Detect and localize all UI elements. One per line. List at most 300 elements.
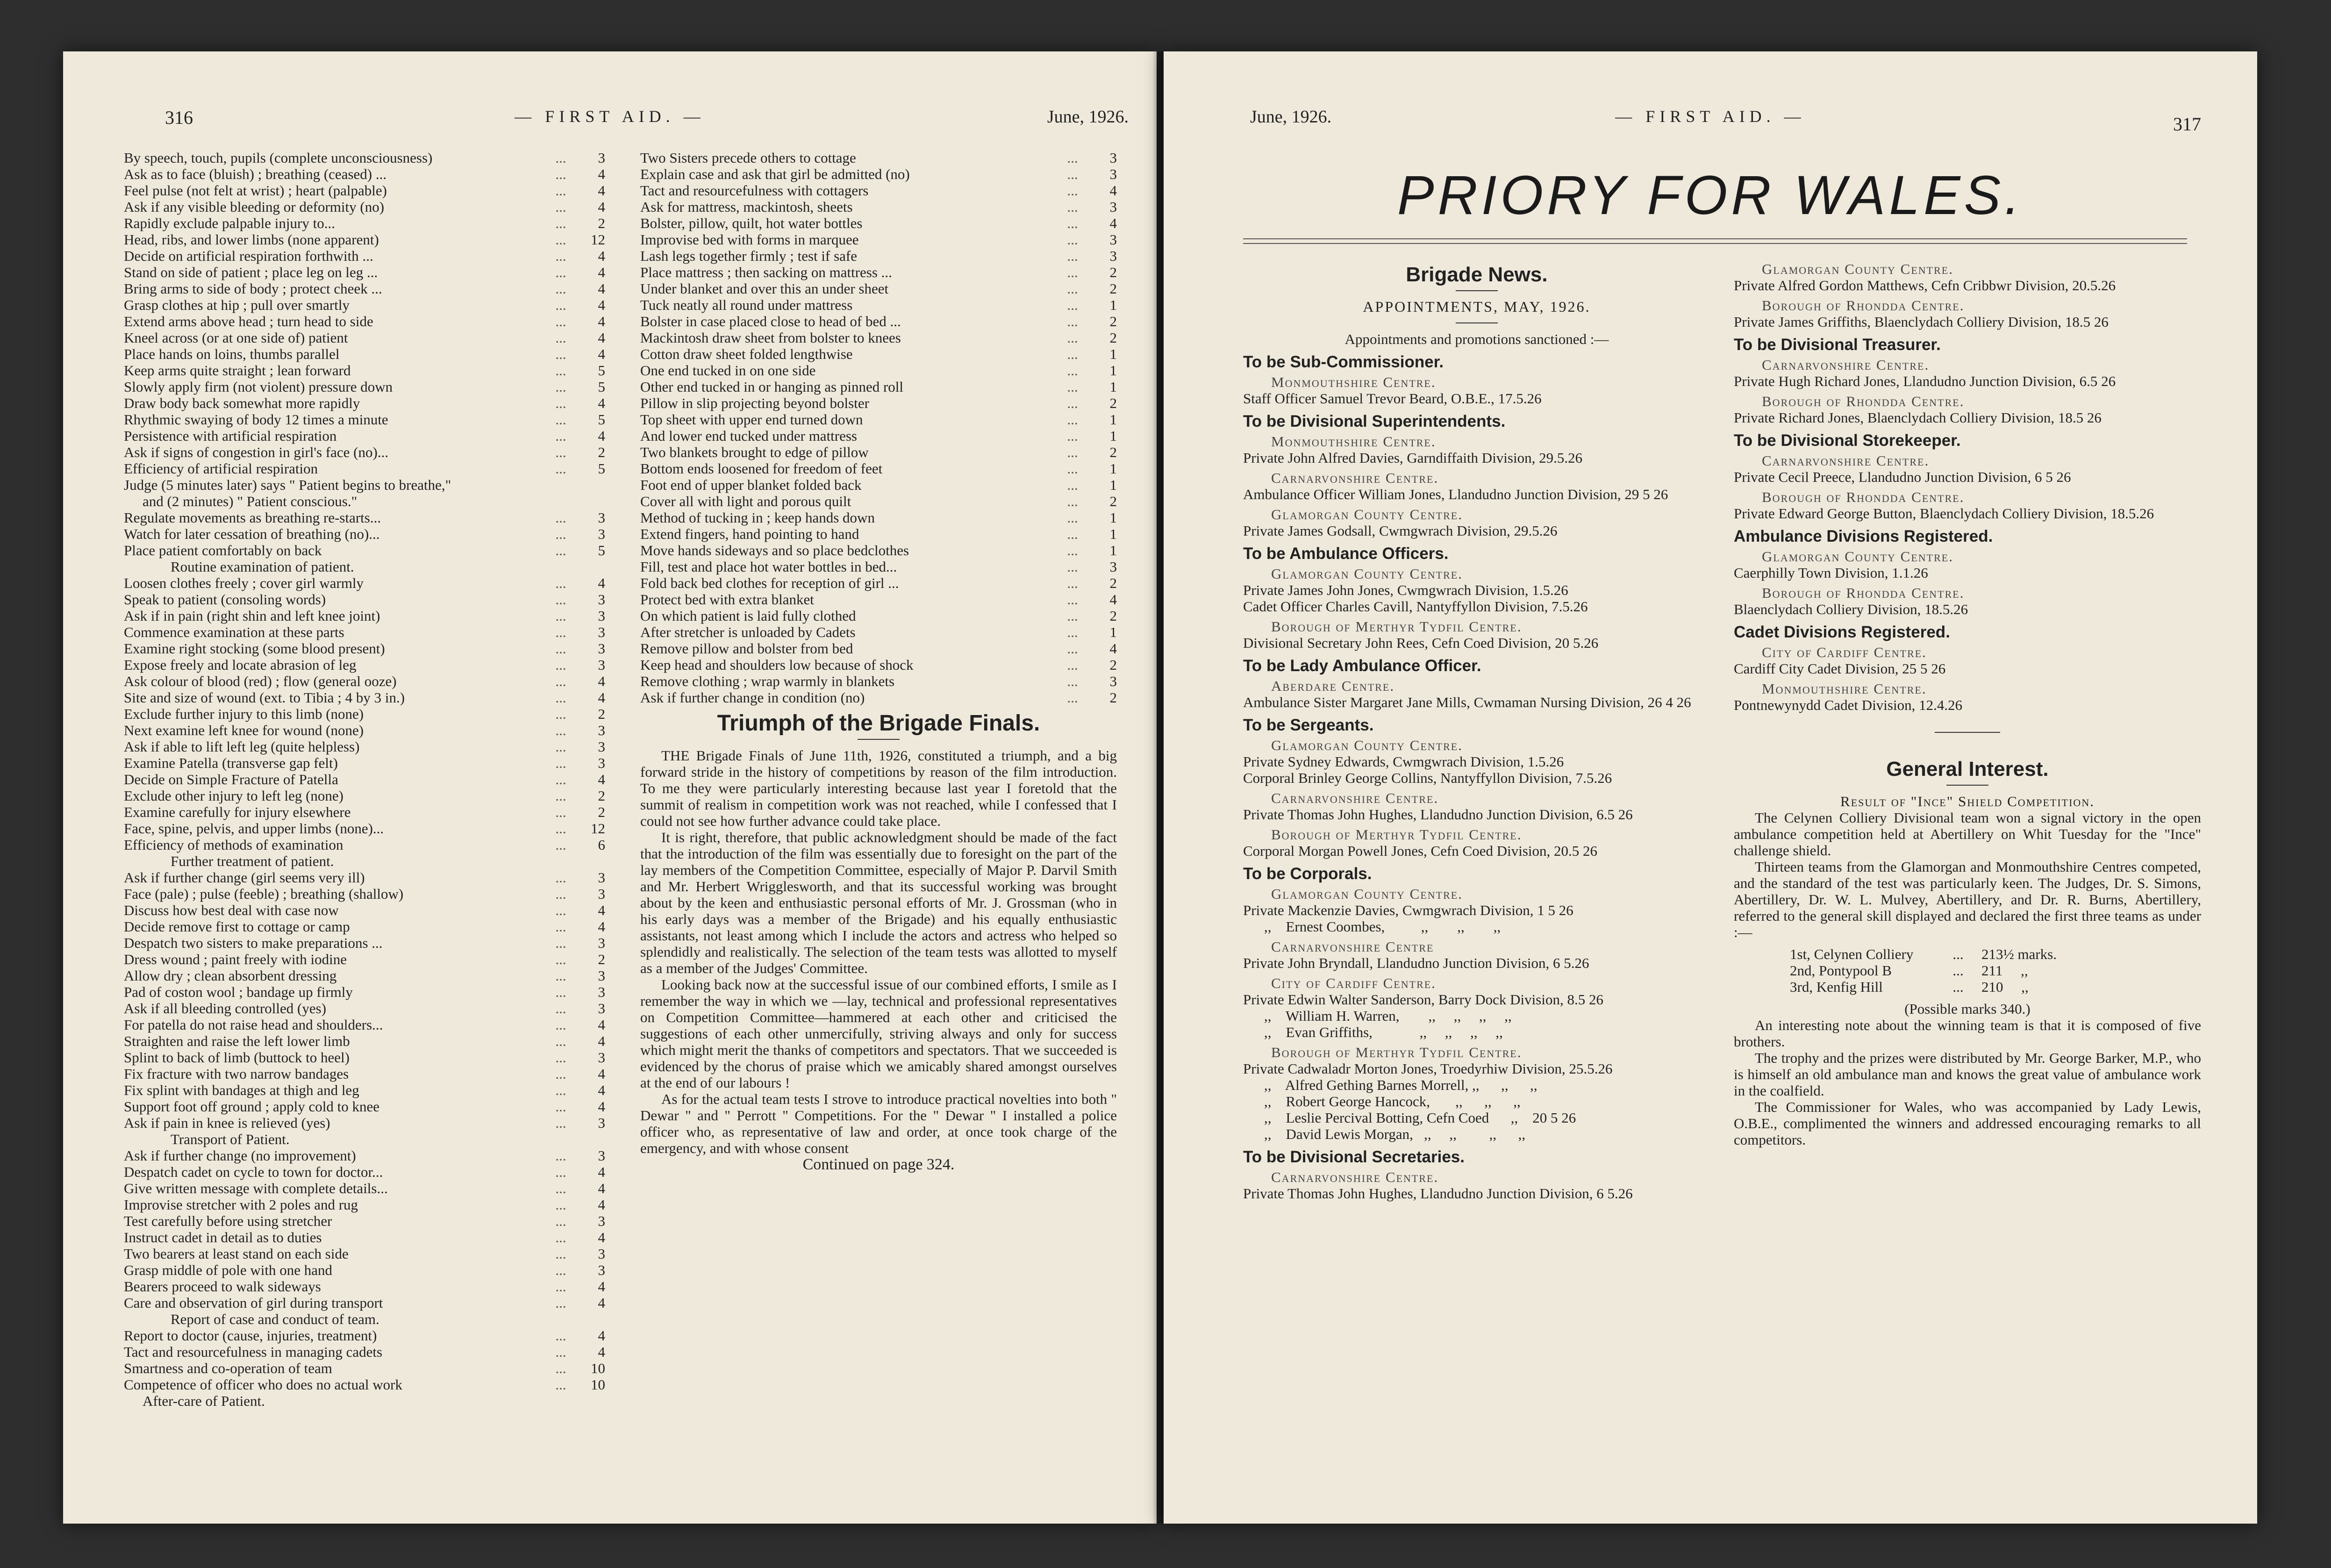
sheet-row [640,329,1117,346]
sheet-item-text: Tuck neatly all round under mattress [640,297,853,313]
article-paragraph: Looking back now at the successful issue of our combined efforts, I smile as I remember the way in which we —lay, technical and professional representatives on Competition Committee—hammered at each other and criticised the suggestions of each other unmercifully, striving always and only for success which might merit the thanks of competitors and spectators. That we succeeded is evidenced by the chorus of praise which we amicably shared amongst ourselves at the end of our labours ! [640,976,1117,1091]
sheet-row [640,624,1117,640]
leader-dots: ... [1067,640,1078,657]
sheet-subheading: Report of case and conduct of team. [171,1311,379,1327]
sheet-row [124,755,605,771]
appointment-entry: Ambulance Officer William Jones, Llandudno Junction Division, 29 5 26 [1243,486,1668,502]
sheet-item-text: Move hands sideways and so place bedclothes [640,542,909,558]
sheet-item-marks: 5 [598,362,605,379]
sheet-row [124,280,605,297]
sheet-item-marks: 1 [1109,460,1117,477]
sheet-item-marks: 1 [1109,297,1117,313]
sheet-row [124,1098,605,1115]
appointment-entry: Caerphilly Town Division, 1.1.26 [1734,565,1928,581]
sheet-item-marks: 1 [1109,624,1117,640]
leader-dots: ... [555,755,566,771]
sheet-item-text: Cotton draw sheet folded lengthwise [640,346,853,362]
sheet-item-text: Site and size of wound (ext. to Tibia ; 4 by 3 in.) [124,689,405,706]
leader-dots: ... [555,379,566,395]
appointment-entry: ,, David Lewis Morgan, ,, ,, ,, ,, [1264,1126,1526,1142]
marking-sheet-column-1 [124,150,605,1409]
sheet-item-text: Bolster, pillow, quilt, hot water bottles [640,215,863,231]
sheet-item-text: Despatch cadet on cycle to town for doctor... [124,1164,383,1180]
title-underline [1243,238,2187,239]
sheet-item-marks: 1 [1109,411,1117,428]
gi-paragraph: The Celynen Colliery Divisional team won a signal victory in the open ambulance competition held at Abertillery on Whit Tuesday for the "Ince" challenge shield. [1734,809,2201,859]
sheet-row [124,362,605,379]
appointments-heading: APPOINTMENTS, MAY, 1926. [1363,298,1591,315]
sheet-item-marks: 1 [1109,509,1117,526]
sheet-item-marks: 4 [598,264,605,280]
leader-dots: ... [555,1115,566,1131]
leader-dots: ... [555,1066,566,1082]
article-title: Triumph of the Brigade Finals. [717,711,1040,736]
sheet-row [124,902,605,918]
sheet-item-marks: 4 [598,1066,605,1082]
leader-dots: ... [1067,575,1078,591]
sheet-row [124,673,605,689]
sheet-item-text: Two Sisters precede others to cottage [640,150,856,166]
sheet-item-marks: 3 [598,150,605,166]
appointment-entry: ,, Alfred Gething Barnes Morrell, ,, ,, ,, [1264,1077,1537,1093]
sheet-row [640,575,1117,591]
marking-sheet-column-2 [640,150,1117,706]
sheet-item-marks: 3 [598,624,605,640]
sheet-item-text: Top sheet with upper end turned down [640,411,863,428]
appointment-entry: Corporal Brinley George Collins, Nantyffyllon Division, 7.5.26 [1243,770,1612,786]
sheet-item-text: Tact and resourcefulness in managing cadets [124,1344,383,1360]
sheet-line: After-care of Patient. [143,1393,265,1409]
sheet-row [124,509,605,526]
sheet-item-text: Despatch two sisters to make preparations ... [124,935,383,951]
leader-dots: ... [555,231,566,248]
article-paragraph: THE Brigade Finals of June 11th, 1926, constituted a triumph, and a big forward stride in the history of competitions by reason of the film introduction. To me they were particularly interesting because last year I foretold that the summit of realism in competition work was not reached, while I confessed that I could not see how further advance could take place. [640,747,1117,829]
appointments-list [1243,354,1710,1202]
sheet-row [124,951,605,967]
sheet-item-text: Grasp clothes at hip ; pull over smartly [124,297,350,313]
sheet-row [640,444,1117,460]
sheet-row [124,1327,605,1344]
sheet-row [124,542,605,558]
leader-dots: ... [555,1147,566,1164]
leader-dots: ... [555,1213,566,1229]
centre-name: Aberdare Centre. [1271,678,1395,694]
centre-name: Carnarvonshire Centre. [1271,1169,1439,1185]
right-running-title: — FIRST AID. — [1615,107,1806,126]
sheet-item-text: Ask if any visible bleeding or deformity (no) [124,199,385,215]
sheet-item-text: One end tucked in on one side [640,362,816,379]
sheet-row [124,1246,605,1262]
sheet-row [124,1115,605,1131]
sheet-row [124,837,605,853]
leader-dots: ... [555,886,566,902]
sheet-row [640,280,1117,297]
leader-dots: ... [555,951,566,967]
sheet-item-text: Remove pillow and bolster from bed [640,640,853,657]
ince-result-heading: Result of "Ince" Shield Competition. [1840,793,2095,809]
sheet-item-text: Bring arms to side of body ; protect cheek ... [124,280,382,297]
sheet-item-marks: 3 [598,755,605,771]
sheet-item-text: Grasp middle of pole with one hand [124,1262,332,1278]
leader-dots: ... [1067,509,1078,526]
sheet-item-text: Ask if all bleeding controlled (yes) [124,1000,327,1017]
sheet-subheading: Routine examination of patient. [171,558,354,575]
sheet-item-text: Efficiency of methods of examination [124,837,343,853]
leader-dots: ... [1067,428,1078,444]
right-page-date: June, 1926. [1250,107,1332,127]
leader-dots: ... [555,444,566,460]
sheet-item-text: Smartness and co-operation of team [124,1360,332,1376]
sheet-item-marks: 3 [598,1115,605,1131]
sheet-item-marks: 10 [591,1376,605,1393]
left-page-number: 316 [165,107,193,128]
sheet-item-text: Draw body back somewhat more rapidly [124,395,360,411]
results-table [1734,946,2201,995]
gi-paragraph: An interesting note about the winning team is that it is composed of five brothers. [1734,1017,2201,1050]
sheet-item-text: Slowly apply firm (not violent) pressure down [124,379,393,395]
leader-dots: ... [1067,395,1078,411]
sheet-item-text: Watch for later cessation of breathing (no)... [124,526,380,542]
article-paragraph: As for the actual team tests I strove to introduce practical novelties into both " Dewar " and " Perrott " Competitions. For the " Dewar " I installed a police officer who, as representative of law and order, at once took charge of the emergency, and with whose consent [640,1091,1117,1156]
leader-dots: ... [555,509,566,526]
sheet-row [124,264,605,280]
sheet-item-marks: 4 [598,428,605,444]
leader-dots: ... [1067,231,1078,248]
sheet-item-text: Face, spine, pelvis, and upper limbs (none)... [124,820,384,837]
leader-dots: ... [555,804,566,820]
sheet-item-text: For patella do not raise head and shoulders... [124,1017,383,1033]
sheet-row [640,346,1117,362]
sheet-item-marks: 5 [598,411,605,428]
sheet-item-marks: 4 [598,673,605,689]
sheet-item-marks: 2 [598,215,605,231]
sheet-item-text: Ask if further change (no improvement) [124,1147,356,1164]
sheet-item-marks: 3 [598,1262,605,1278]
sheet-item-text: Bearers proceed to walk sideways [124,1278,321,1295]
sheet-row [640,640,1117,657]
sheet-row [124,1033,605,1049]
team-name: 2nd, Pontypool B [1790,962,1892,979]
leader-dots: ... [1067,182,1078,199]
team-score: 210 ,, [1981,979,2029,995]
sheet-item-text: Fold back bed clothes for reception of girl ... [640,575,899,591]
leader-dots: ... [555,608,566,624]
sheet-row [640,150,1117,166]
sheet-item-marks: 2 [1109,608,1117,624]
sheet-item-text: Kneel across (or at one side of) patient [124,329,348,346]
sheet-item-marks: 1 [1109,542,1117,558]
sheet-item-marks: 1 [1109,477,1117,493]
appointment-section: To be Ambulance Officers. [1243,544,1449,563]
appointment-entry: Divisional Secretary John Rees, Cefn Coed Division, 20 5.26 [1243,635,1599,651]
sheet-item-text: Extend fingers, hand pointing to hand [640,526,859,542]
leader-dots: ... [555,1098,566,1115]
sheet-item-text: Decide on Simple Fracture of Patella [124,771,338,788]
sheet-item-text: Ask as to face (bluish) ; breathing (ceased) ... [124,166,387,182]
result-row [1790,946,2201,962]
sheet-row [124,1000,605,1017]
sheet-row [640,313,1117,329]
sheet-row [124,1049,605,1066]
sheet-item-text: Ask if pain in knee is relieved (yes) [124,1115,330,1131]
sheet-item-text: Give written message with complete details... [124,1180,388,1196]
sheet-row [124,820,605,837]
leader-dots: ... [555,199,566,215]
sheet-row [124,526,605,542]
sheet-item-text: Keep arms quite straight ; lean forward [124,362,351,379]
sheet-item-marks: 3 [598,608,605,624]
sheet-item-marks: 3 [598,738,605,755]
gi-paragraph: The trophy and the prizes were distributed by Mr. George Barker, M.P., who is himself an old ambulance man and knows the great value of ambulance work in the coalfield. [1734,1050,2201,1099]
section-divider [1935,732,2000,733]
leader-dots: ... [555,673,566,689]
leader-dots: ... [1067,329,1078,346]
left-page-date: June, 1926. [1047,107,1129,127]
sheet-item-text: Decide remove first to cottage or camp [124,918,350,935]
sheet-row [640,558,1117,575]
sheet-item-marks: 4 [598,902,605,918]
sheet-item-marks: 4 [598,918,605,935]
sheet-item-text: Improvise bed with forms in marquee [640,231,859,248]
sheet-row [124,984,605,1000]
appointment-section: Cadet Divisions Registered. [1734,623,1950,641]
leader-dots: ... [1067,150,1078,166]
sheet-item-text: Place mattress ; then sacking on mattress ... [640,264,892,280]
sheet-item-marks: 3 [1109,199,1117,215]
sheet-item-text: Regulate movements as breathing re-starts... [124,509,381,526]
centre-name: Borough of Rhondda Centre. [1762,297,1965,314]
sheet-item-text: Explain case and ask that girl be admitted (no) [640,166,910,182]
sheet-row [124,689,605,706]
leader-dots: ... [555,1229,566,1246]
leader-dots: ... [555,362,566,379]
sheet-item-text: Extend arms above head ; turn head to side [124,313,373,329]
sheet-item-text: Pad of coston wool ; bandage up firmly [124,984,353,1000]
centre-name: Monmouthshire Centre. [1271,433,1436,450]
sheet-item-text: Discuss how best deal with case now [124,902,339,918]
centre-name: Borough of Rhondda Centre. [1762,393,1965,409]
sheet-row [124,1344,605,1360]
sheet-item-marks: 2 [1109,264,1117,280]
possible-marks: (Possible marks 340.) [1904,1001,2031,1017]
appointment-section: To be Divisional Secretaries. [1243,1148,1465,1166]
leader-dots: ... [555,902,566,918]
centre-name: City of Cardiff Centre. [1762,644,1927,660]
leader-dots: ... [555,1082,566,1098]
leader-dots: ... [1952,979,1964,995]
leader-dots: ... [555,526,566,542]
left-page [63,51,1157,1524]
sheet-row [124,1360,605,1376]
sheet-item-marks: 2 [598,788,605,804]
sheet-item-marks: 3 [598,869,605,886]
sheet-item-text: Competence of officer who does no actual work [124,1376,402,1393]
result-row [1790,979,2201,995]
appointments-list-2 [1734,261,2201,713]
sheet-item-text: Speak to patient (consoling words) [124,591,326,608]
leader-dots: ... [1067,689,1078,706]
sheet-item-text: Place hands on loins, thumbs parallel [124,346,340,362]
sheet-row [640,509,1117,526]
appointment-entry: Private Hugh Richard Jones, Llandudno Junction Division, 6.5 26 [1734,373,2116,389]
sheet-row [124,640,605,657]
leader-dots: ... [1067,362,1078,379]
appointment-entry: Private James John Jones, Cwmgwrach Division, 1.5.26 [1243,582,1568,598]
sheet-subheading: Transport of Patient. [171,1131,290,1147]
sheet-row [124,199,605,215]
leader-dots: ... [555,542,566,558]
sheet-item-marks: 3 [598,935,605,951]
sheet-item-marks: 3 [1109,558,1117,575]
leader-dots: ... [1067,624,1078,640]
appointment-entry: Private Thomas John Hughes, Llandudno Junction Division, 6.5 26 [1243,806,1633,823]
sheet-item-text: Fix fracture with two narrow bandages [124,1066,349,1082]
sheet-row [124,886,605,902]
leader-dots: ... [555,411,566,428]
sheet-item-text: Persistence with artificial respiration [124,428,337,444]
sheet-row [124,444,605,460]
appointment-entry: Blaenclydach Colliery Division, 18.5.26 [1734,601,1968,617]
sheet-item-marks: 4 [598,346,605,362]
sheet-item-text: Commence examination at these parts [124,624,344,640]
right-page-number: 317 [2173,114,2201,135]
sheet-row [640,411,1117,428]
sheet-row [124,788,605,804]
appointment-entry: Private James Godsall, Cwmgwrach Division, 29.5.26 [1243,523,1558,539]
sheet-item-text: Rapidly exclude palpable injury to... [124,215,335,231]
sheet-row [124,1229,605,1246]
sheet-row [640,657,1117,673]
sheet-item-text: Fix splint with bandages at thigh and leg [124,1082,359,1098]
sheet-item-marks: 4 [598,1082,605,1098]
sheet-item-marks: 3 [598,657,605,673]
sheet-item-text: Cover all with light and porous quilt [640,493,851,509]
centre-name: Carnarvonshire Centre. [1271,790,1439,806]
appointments-intro: Appointments and promotions sanctioned :— [1344,331,1609,347]
leader-dots: ... [1067,215,1078,231]
article-paragraph: It is right, therefore, that public acknowledgment should be made of the fact that the introduction of the film was essentially due to foresight on the part of the lay members of the Competition Committee, especially of Major P. Darvil Smith and Mr. Herbert Wrigglesworth, and that its successful working was brought about by the keen and enthusiastic personal efforts of Mr. J. Grossman (who in his early days was a member of the Brigade) and his equally enthusiastic assistants, not least among which I include the actors and actress who helped so splendidly and realistically. The selection of the team tests was allotted to myself as a member of the Judges' Committee. [640,829,1117,976]
leader-dots: ... [1067,199,1078,215]
leader-dots: ... [1952,962,1964,979]
sheet-item-marks: 3 [1109,248,1117,264]
sheet-row [124,869,605,886]
sheet-item-marks: 2 [598,444,605,460]
leader-dots: ... [555,280,566,297]
centre-name: Borough of Merthyr Tydfil Centre. [1271,1044,1522,1060]
centre-name: Carnarvonshire Centre. [1271,470,1439,486]
leader-dots: ... [1067,411,1078,428]
sheet-item-marks: 2 [1109,280,1117,297]
appointment-entry: Corporal Morgan Powell Jones, Cefn Coed Division, 20.5 26 [1243,843,1598,859]
centre-name: Monmouthshire Centre. [1271,374,1436,390]
centre-name: Borough of Rhondda Centre. [1762,489,1965,505]
sheet-row [640,591,1117,608]
sheet-item-marks: 6 [598,837,605,853]
sheet-item-marks: 2 [1109,493,1117,509]
sheet-row [124,738,605,755]
sheet-item-text: Instruct cadet in detail as to duties [124,1229,322,1246]
leader-dots: ... [1067,673,1078,689]
sheet-item-text: Test carefully before using stretcher [124,1213,332,1229]
sheet-item-marks: 4 [598,689,605,706]
centre-name: Carnarvonshire Centre. [1762,357,1930,373]
sheet-item-text: Improvise stretcher with 2 poles and rug [124,1196,358,1213]
sheet-item-marks: 2 [1109,657,1117,673]
leader-dots: ... [555,591,566,608]
sheet-item-text: Head, ribs, and lower limbs (none apparent) [124,231,379,248]
sheet-item-text: Ask if further change (girl seems very ill) [124,869,365,886]
leader-dots: ... [1067,542,1078,558]
sheet-row [640,379,1117,395]
heading-rule [1456,290,1498,291]
leader-dots: ... [555,788,566,804]
leader-dots: ... [1067,608,1078,624]
priory-title: PRIORY FOR WALES. [1397,165,2024,226]
leader-dots: ... [555,346,566,362]
sheet-row [640,248,1117,264]
leader-dots: ... [555,575,566,591]
sheet-row [124,657,605,673]
centre-name: Borough of Rhondda Centre. [1762,585,1965,601]
sheet-row [124,1262,605,1278]
sheet-item-text: On which patient is laid fully clothed [640,608,856,624]
sheet-row [124,460,605,477]
leader-dots: ... [555,984,566,1000]
sheet-item-marks: 3 [598,1213,605,1229]
leader-dots: ... [555,215,566,231]
sheet-item-text: Ask if signs of congestion in girl's face (no)... [124,444,389,460]
right-page [1164,51,2257,1524]
sheet-item-text: Next examine left knee for wound (none) [124,722,364,738]
sheet-item-text: Mackintosh draw sheet from bolster to knees [640,329,901,346]
sheet-item-text: Face (pale) ; pulse (feeble) ; breathing (shallow) [124,886,404,902]
title-underline-2 [1243,243,2187,244]
sheet-row [640,428,1117,444]
sheet-item-text: Stand on side of patient ; place leg on leg ... [124,264,378,280]
leader-dots: ... [1067,166,1078,182]
right-page-header [1164,107,2257,135]
sheet-row [640,493,1117,509]
leader-dots: ... [555,624,566,640]
centre-name: Borough of Merthyr Tydfil Centre. [1271,826,1522,843]
sheet-row [124,608,605,624]
sheet-row [124,1164,605,1180]
appointment-section: To be Divisional Storekeeper. [1734,431,1961,450]
sheet-item-text: And lower end tucked under mattress [640,428,858,444]
leader-dots: ... [1067,264,1078,280]
appointment-section: To be Sub-Commissioner. [1243,353,1444,371]
leader-dots: ... [555,706,566,722]
leader-dots: ... [555,967,566,984]
sheet-item-marks: 3 [598,967,605,984]
sheet-row [124,313,605,329]
sheet-item-marks: 4 [598,1327,605,1344]
appointment-entry: Private Edwin Walter Sanderson, Barry Dock Division, 8.5 26 [1243,991,1603,1008]
centre-name: Borough of Merthyr Tydfil Centre. [1271,618,1522,635]
sheet-item-text: After stretcher is unloaded by Cadets [640,624,856,640]
sheet-item-text: Straighten and raise the left lower limb [124,1033,350,1049]
sheet-item-text: Decide on artificial respiration forthwith ... [124,248,373,264]
sheet-row [124,150,605,166]
leader-dots: ... [1067,379,1078,395]
appointment-entry: Private Mackenzie Davies, Cwmgwrach Division, 1 5 26 [1243,902,1573,918]
leader-dots: ... [555,264,566,280]
sheet-row [124,722,605,738]
leader-dots: ... [555,182,566,199]
sheet-item-text: Protect bed with extra blanket [640,591,814,608]
centre-name: City of Cardiff Centre. [1271,975,1436,991]
leader-dots: ... [555,1017,566,1033]
